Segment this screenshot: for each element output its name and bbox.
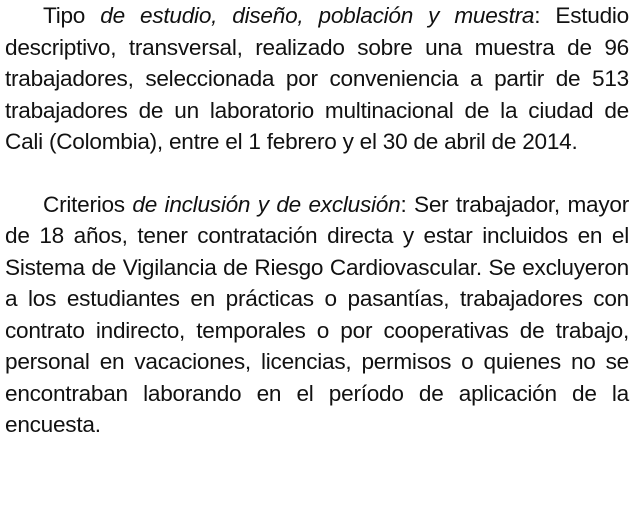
paragraph-label: Criterios [43, 191, 125, 217]
paragraph-label-italic: de inclusión y de exclusión [132, 191, 401, 217]
paragraph-inclusion-criteria [5, 189, 629, 441]
paragraph-label: Tipo [43, 3, 86, 28]
paragraph-label-italic: de estudio, diseño, población y muestra [100, 3, 535, 28]
paragraph-body: : Ser trabajador, mayor de 18 años, tener contratación directa y estar incluidos en el Sistema de Vigilancia de Riesgo Cardiovascular. Se excluyeron a los estudiantes en prácticas o pasantías, trabajadores con contrato indirecto, temporales o por cooperativas de trabajo, personal en vacaciones, licencias, permisos o quienes no se encontraban laborando en el período de aplicación de la encuesta. [5, 191, 630, 437]
paragraph-study-design [5, 0, 629, 158]
paragraph-body: : Estudio descriptivo, transversal, realizado sobre una muestra de 96 trabajadores, seleccionada por conveniencia a partir de 513 trabajadores de un laboratorio multinacional de la ciudad de Cali (Colombia), entre el 1 febrero y el 30 de abril de 2014. [5, 3, 629, 154]
